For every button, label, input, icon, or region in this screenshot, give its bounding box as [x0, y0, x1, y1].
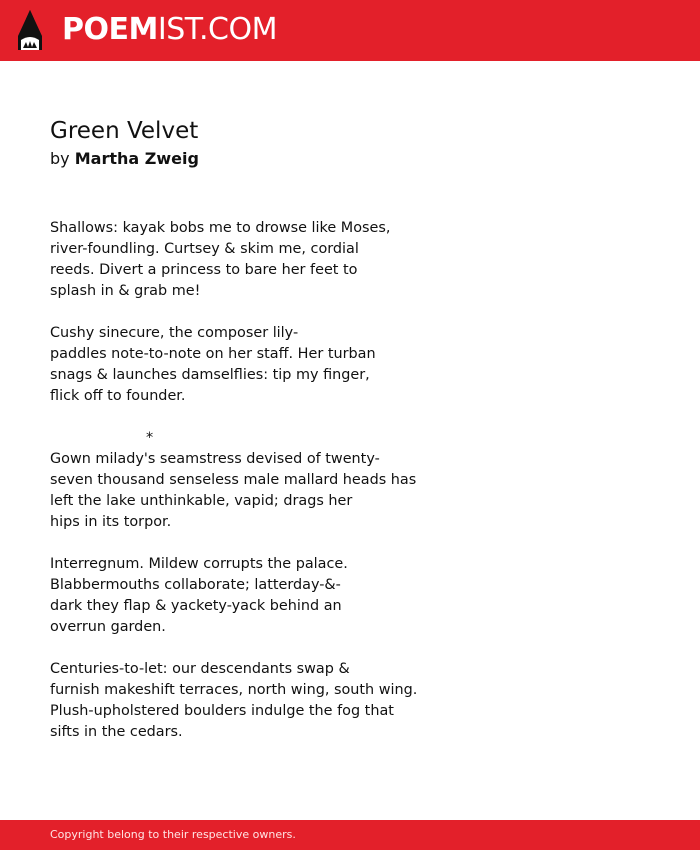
site-header: [0, 0, 700, 61]
poem-line: dark they flap & yackety-yack behind an: [50, 598, 342, 614]
stanza: [50, 659, 650, 743]
copyright-text: Copyright belong to their respective owners.: [50, 828, 296, 841]
poem-body: [50, 218, 650, 764]
poem-line: Plush-upholstered boulders indulge the fog that: [50, 703, 394, 719]
poem-line: Cushy sinecure, the composer lily-: [50, 325, 299, 341]
section-divider: *: [146, 430, 154, 446]
poem-line: Blabbermouths collaborate; latterday-&-: [50, 577, 341, 593]
poem-line: snags & launches damselflies: tip my finger,: [50, 367, 370, 383]
poem-line: hips in its torpor.: [50, 514, 172, 530]
logo-brand-bold: POEM: [62, 12, 158, 47]
poem-line: paddles note-to-note on her staff. Her turban: [50, 346, 376, 362]
site-logo[interactable]: [62, 13, 277, 47]
stanza: [50, 218, 650, 302]
poem-line: Interregnum. Mildew corrupts the palace.: [50, 556, 348, 572]
poem-line: sifts in the cedars.: [50, 724, 183, 740]
stanza: [50, 323, 650, 407]
logo-brand-light: IST.COM: [157, 12, 277, 47]
site-footer: [0, 820, 700, 850]
poem-line: splash in & grab me!: [50, 283, 201, 299]
poem-line: Centuries-to-let: our descendants swap &: [50, 661, 350, 677]
poem-line: river-foundling. Curtsey & skim me, cordial: [50, 241, 359, 257]
poem-title: Green Velvet: [50, 118, 199, 144]
poem-line: left the lake unthinkable, vapid; drags her: [50, 493, 353, 509]
author-name[interactable]: Martha Zweig: [74, 149, 199, 168]
poem-line: Shallows: kayak bobs me to drowse like Moses,: [50, 220, 391, 236]
pencil-icon[interactable]: [18, 10, 42, 50]
poem-line: reeds. Divert a princess to bare her feet to: [50, 262, 358, 278]
poem-line: Gown milady's seamstress devised of twenty-: [50, 451, 380, 467]
poem-line: furnish makeshift terraces, north wing, south wing.: [50, 682, 418, 698]
poem-line: flick off to founder.: [50, 388, 186, 404]
poem-line: seven thousand senseless male mallard heads has: [50, 472, 417, 488]
poem-line: overrun garden.: [50, 619, 166, 635]
stanza: [50, 554, 650, 638]
stanza: [50, 449, 650, 533]
by-label: by: [50, 149, 70, 168]
poem-byline: [50, 148, 199, 170]
